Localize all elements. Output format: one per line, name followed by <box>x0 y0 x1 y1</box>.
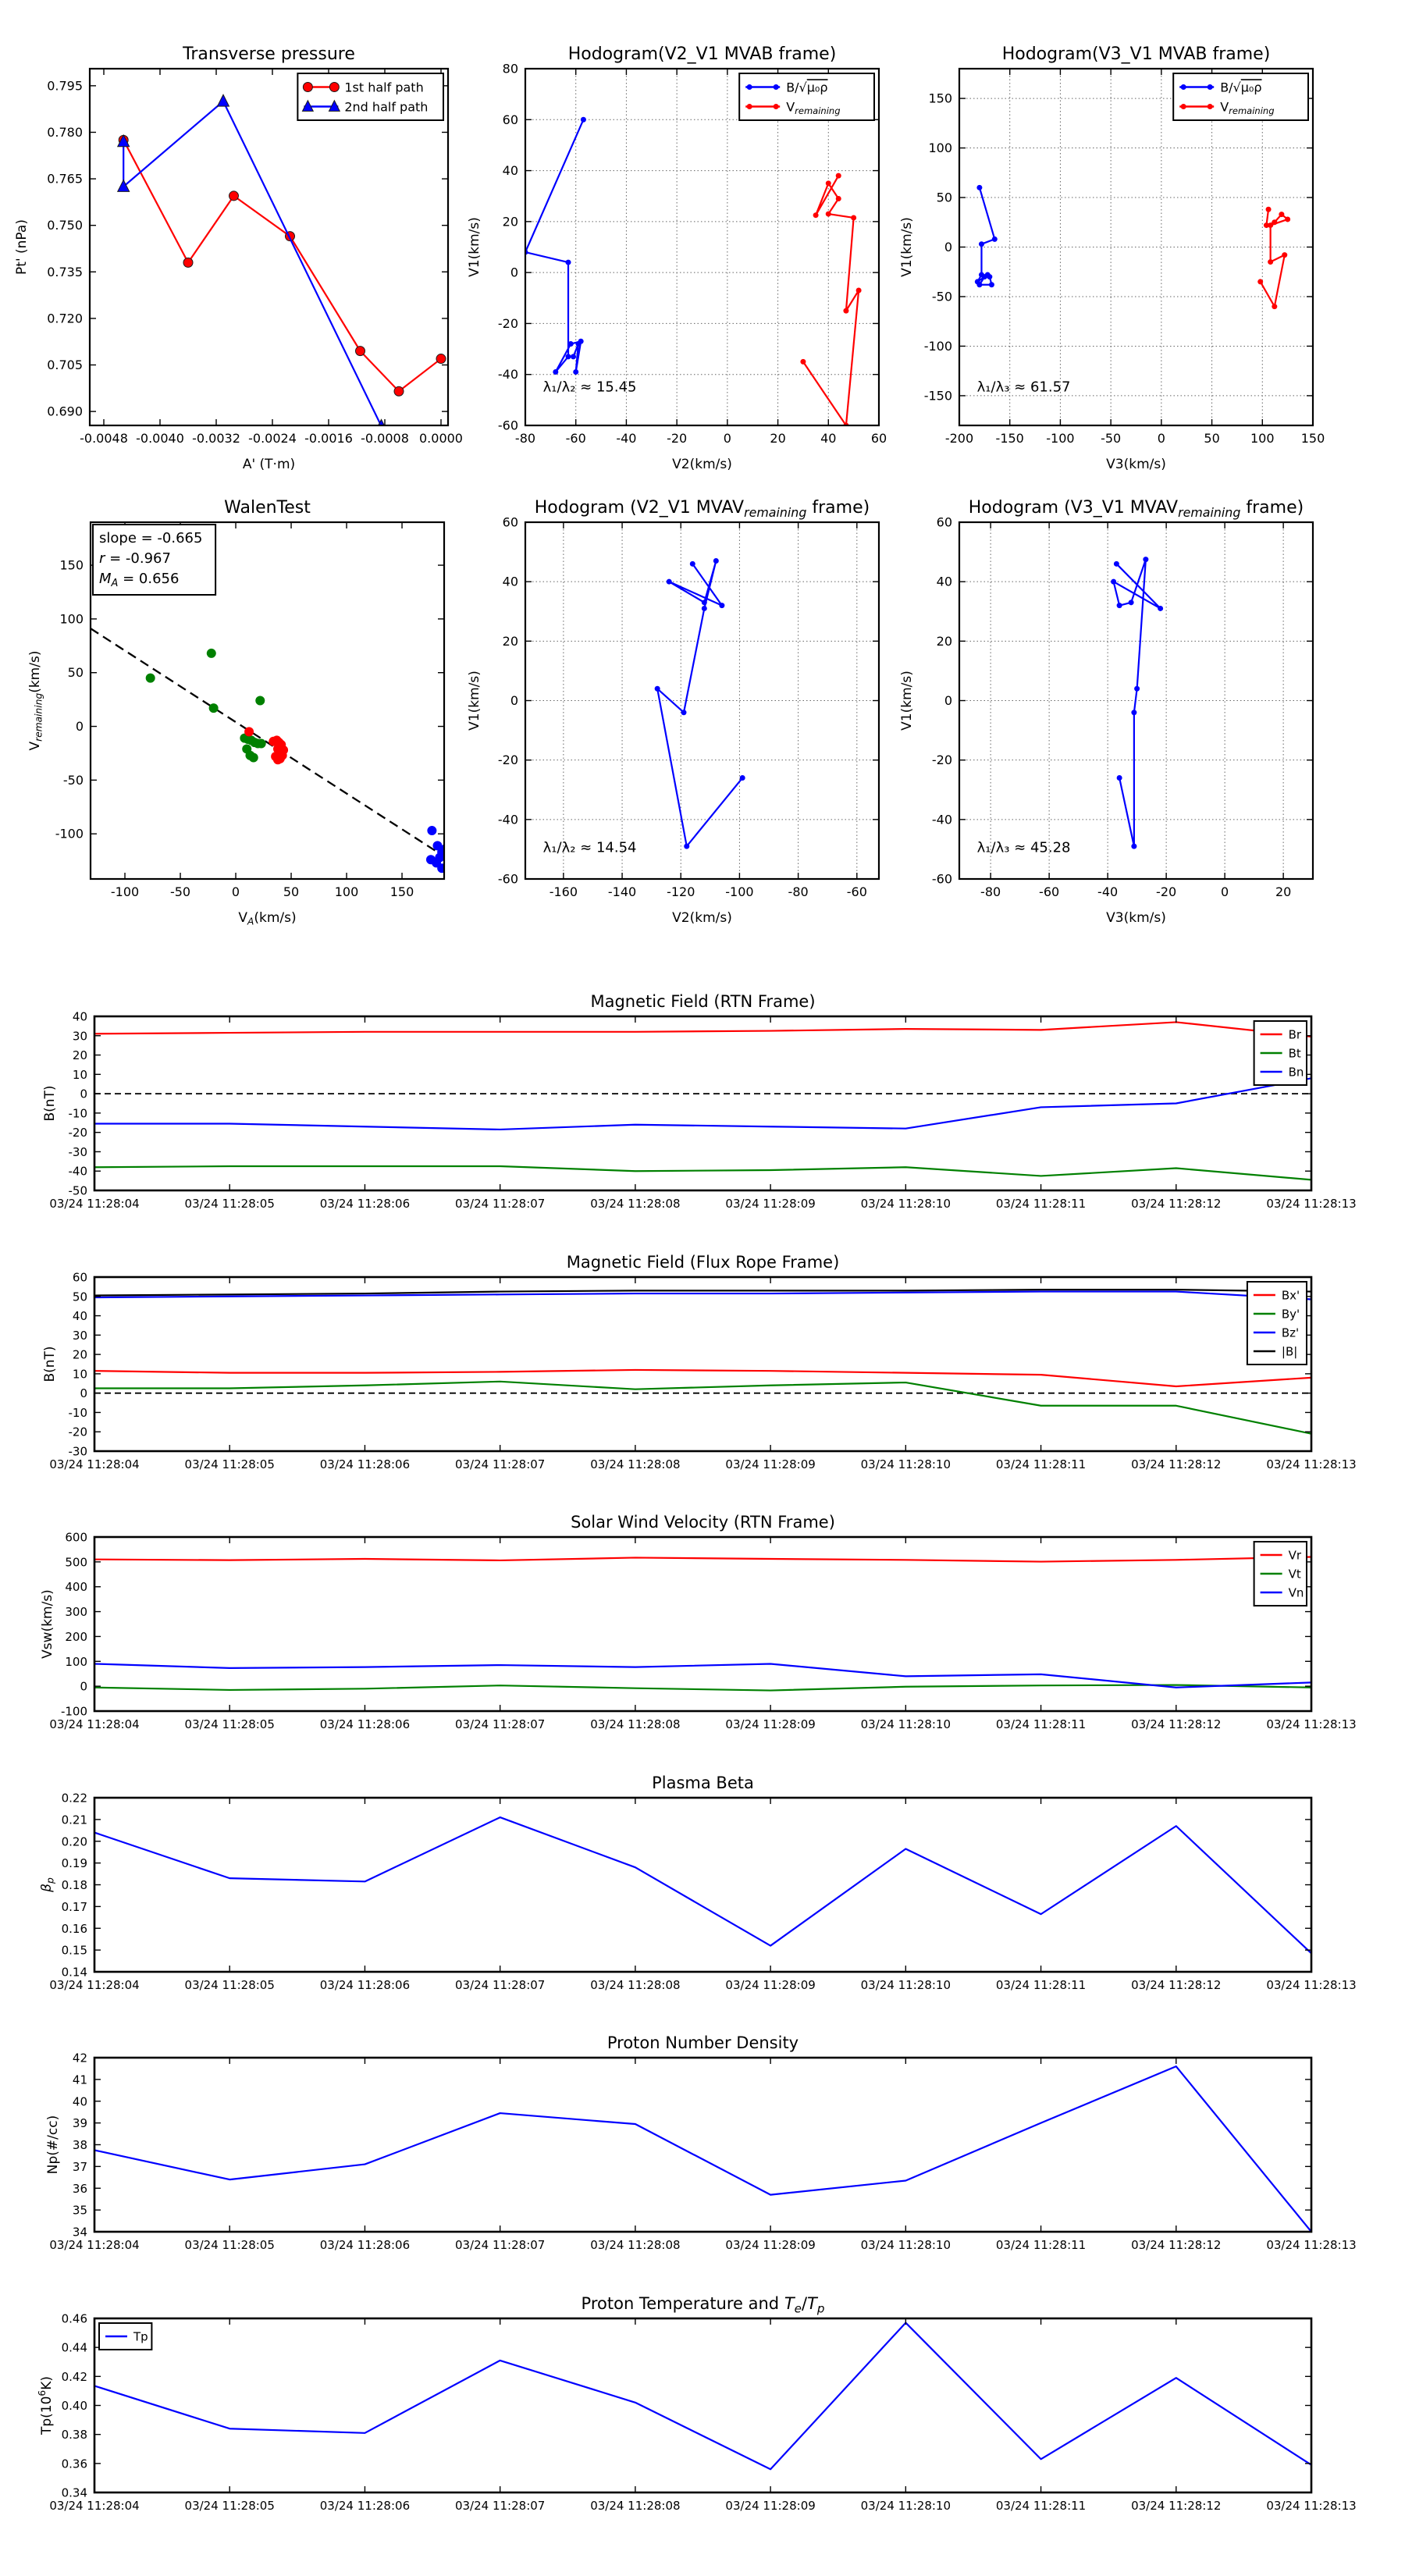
y-tick-label: 100 <box>59 611 84 627</box>
x-tick-label: 03/24 11:28:05 <box>184 2238 275 2252</box>
x-tick-label: 03/24 11:28:08 <box>590 1978 681 1992</box>
x-tick-label: 03/24 11:28:12 <box>1131 1717 1222 1731</box>
y-tick-label: 0.765 <box>47 171 83 187</box>
x-tick-label: 03/24 11:28:08 <box>590 1717 681 1731</box>
x-tick-label: 03/24 11:28:06 <box>319 1457 411 1471</box>
chart-plasma-beta <box>39 1774 1357 1992</box>
y-tick-label: 0 <box>510 265 518 280</box>
y-tick-label: 0.21 <box>61 1813 87 1827</box>
y-tick-label: -40 <box>497 812 518 827</box>
legend-label: Br <box>1288 1027 1302 1042</box>
y-tick-label: 20 <box>72 1347 87 1362</box>
y-tick-label: -50 <box>68 1183 87 1198</box>
y-tick-label: -40 <box>931 812 952 827</box>
x-tick-label: 03/24 11:28:05 <box>184 2499 275 2513</box>
y-tick-label: 0.44 <box>61 2340 87 2355</box>
x-tick-label: 03/24 11:28:10 <box>860 1197 951 1211</box>
legend <box>1173 73 1308 120</box>
y-axis-label: B(nT) <box>42 1346 58 1382</box>
chart-title: Magnetic Field (Flux Rope Frame) <box>566 1253 840 1272</box>
legend <box>1254 1542 1307 1606</box>
y-axis-label: $Tp(10^6K)$ <box>36 2375 55 2435</box>
y-tick-label: -10 <box>68 1405 87 1420</box>
x-tick-label: -160 <box>549 884 578 899</box>
y-tick-label: 41 <box>72 2073 87 2087</box>
x-tick-label: -80 <box>788 884 809 899</box>
annotation-lambda-ratio: λ₁/λ₃ ≈ 45.28 <box>976 839 1071 856</box>
legend <box>99 2323 151 2350</box>
legend-label: Bz' <box>1281 1325 1300 1340</box>
y-tick-label: 40 <box>936 574 952 589</box>
y-tick-label: -20 <box>68 1425 87 1439</box>
legend-label: |B| <box>1281 1344 1298 1359</box>
x-tick-label: 03/24 11:28:08 <box>590 1457 681 1471</box>
x-tick-label: 0.0000 <box>419 431 463 446</box>
y-axis-label: Vsw(km/s) <box>40 1589 55 1659</box>
x-tick-label: 03/24 11:28:06 <box>319 1717 411 1731</box>
x-tick-label: 03/24 11:28:10 <box>860 2499 951 2513</box>
y-tick-label: 500 <box>65 1555 87 1570</box>
x-tick-label: 20 <box>770 431 786 446</box>
x-tick-label: 03/24 11:28:06 <box>319 1197 411 1211</box>
y-tick-label: 80 <box>502 61 518 76</box>
legend <box>1254 1021 1307 1085</box>
x-tick-label: 03/24 11:28:11 <box>995 1978 1087 1992</box>
x-tick-label: 100 <box>334 884 359 899</box>
y-tick-label: 0.15 <box>61 1943 87 1958</box>
y-tick-label: 37 <box>72 2159 87 2174</box>
y-tick-label: -100 <box>923 338 952 354</box>
x-tick-label: 0 <box>231 884 240 899</box>
y-tick-label: 0 <box>944 240 952 254</box>
y-tick-label: -50 <box>931 289 952 304</box>
x-tick-label: 03/24 11:28:10 <box>860 1457 951 1471</box>
chart-title: Solar Wind Velocity (RTN Frame) <box>571 1513 835 1532</box>
stats-line: r = -0.967 <box>99 550 171 567</box>
y-tick-label: 0.14 <box>61 1965 87 1980</box>
x-tick-label: -60 <box>846 884 867 899</box>
x-tick-label: 03/24 11:28:06 <box>319 2499 411 2513</box>
y-tick-label: -50 <box>62 772 84 788</box>
y-axis-label: V1(km/s) <box>899 671 915 731</box>
x-tick-label: 03/24 11:28:05 <box>184 1457 275 1471</box>
y-axis-label: Pt' (nPa) <box>14 219 30 275</box>
x-tick-label: 03/24 11:28:10 <box>860 1717 951 1731</box>
y-tick-label: 100 <box>928 141 952 156</box>
x-tick-label: 03/24 11:28:08 <box>590 2238 681 2252</box>
x-tick-label: 03/24 11:28:07 <box>454 1457 546 1471</box>
x-tick-label: 03/24 11:28:10 <box>860 1978 951 1992</box>
y-axis-label: B(nT) <box>42 1085 58 1122</box>
x-tick-label: 03/24 11:28:08 <box>590 2499 681 2513</box>
x-tick-label: 03/24 11:28:10 <box>860 2238 951 2252</box>
x-tick-label: -0.0040 <box>136 431 184 446</box>
legend-label: Vn <box>1288 1585 1304 1600</box>
axes-background <box>90 69 448 425</box>
stats-line: slope = -0.665 <box>99 529 203 546</box>
y-tick-label: 20 <box>936 633 952 649</box>
y-tick-label: 0 <box>80 1087 87 1101</box>
y-tick-label: 400 <box>65 1580 87 1595</box>
x-tick-label: 03/24 11:28:13 <box>1266 1717 1357 1731</box>
y-tick-label: -20 <box>68 1126 87 1140</box>
x-tick-label: 100 <box>1250 431 1275 446</box>
x-tick-label: 0 <box>723 431 731 446</box>
axes-background <box>94 1798 1311 1972</box>
y-tick-label: 60 <box>502 112 518 127</box>
chart-hodogram-v3v1-mvab <box>899 44 1325 472</box>
x-tick-label: 03/24 11:28:09 <box>725 2499 816 2513</box>
x-tick-label: 03/24 11:28:07 <box>454 1978 546 1992</box>
x-tick-label: 03/24 11:28:12 <box>1131 1457 1222 1471</box>
y-tick-label: 0.18 <box>61 1878 87 1892</box>
x-tick-label: 0 <box>1221 884 1229 899</box>
y-tick-label: 39 <box>72 2116 87 2131</box>
y-tick-label: -10 <box>68 1106 87 1121</box>
y-tick-label: 40 <box>72 2094 87 2109</box>
x-tick-label: -200 <box>944 431 974 446</box>
x-tick-label: 03/24 11:28:09 <box>725 1717 816 1731</box>
x-tick-label: 40 <box>820 431 837 446</box>
y-tick-label: 60 <box>72 1270 87 1285</box>
x-tick-label: 03/24 11:28:09 <box>725 1457 816 1471</box>
x-axis-label: V3(km/s) <box>1106 910 1166 926</box>
chart-title: WalenTest <box>224 498 311 518</box>
chart-title: Hodogram(V2_V1 MVAB frame) <box>567 44 837 64</box>
chart-hodogram-v3v1-mvav <box>899 498 1313 926</box>
x-tick-label: -60 <box>1039 884 1060 899</box>
y-tick-label: 36 <box>72 2181 87 2196</box>
axes-background <box>94 2058 1311 2232</box>
legend <box>1247 1282 1307 1364</box>
x-tick-label: -100 <box>1046 431 1075 446</box>
x-tick-label: -150 <box>995 431 1024 446</box>
y-tick-label: 20 <box>502 633 518 649</box>
y-tick-label: 0.38 <box>61 2428 87 2443</box>
x-tick-label: -140 <box>607 884 637 899</box>
y-tick-label: 40 <box>72 1309 87 1324</box>
y-tick-label: 0.40 <box>61 2399 87 2413</box>
y-tick-label: 0 <box>80 1679 87 1694</box>
y-axis-label: $\beta_p$ <box>39 1877 56 1892</box>
y-tick-label: -20 <box>497 315 518 331</box>
x-axis-label: A' (T·m) <box>242 457 296 472</box>
chart-title: Hodogram(V3_V1 MVAB frame) <box>1001 44 1271 64</box>
x-tick-label: 03/24 11:28:04 <box>49 1717 140 1731</box>
x-tick-label: -0.0008 <box>361 431 409 446</box>
legend-label: B/√μ₀ρ <box>1220 80 1262 95</box>
x-tick-label: -80 <box>980 884 1001 899</box>
x-tick-label: -50 <box>169 884 191 899</box>
y-axis-label: V1(km/s) <box>899 217 915 277</box>
x-tick-label: 03/24 11:28:11 <box>995 1717 1087 1731</box>
x-tick-label: -40 <box>616 431 637 446</box>
y-tick-label: 40 <box>72 1009 87 1024</box>
y-axis-label: V1(km/s) <box>467 671 482 731</box>
axes-background <box>94 1016 1311 1190</box>
y-tick-label: 50 <box>72 1290 87 1304</box>
y-tick-label: 0.34 <box>61 2485 87 2500</box>
y-tick-label: -30 <box>68 1144 87 1159</box>
x-tick-label: -0.0032 <box>192 431 240 446</box>
x-tick-label: -20 <box>667 431 688 446</box>
y-tick-label: 40 <box>502 574 518 589</box>
y-tick-label: 35 <box>72 2203 87 2218</box>
x-tick-label: 03/24 11:28:13 <box>1266 2238 1357 2252</box>
y-tick-label: 150 <box>59 557 84 573</box>
x-tick-label: 03/24 11:28:12 <box>1131 2499 1222 2513</box>
chart-solar-wind-velocity <box>40 1513 1357 1731</box>
x-tick-label: 03/24 11:28:13 <box>1266 1457 1357 1471</box>
x-tick-label: 150 <box>389 884 414 899</box>
x-tick-label: -50 <box>1101 431 1122 446</box>
x-axis-label: V2(km/s) <box>672 457 732 472</box>
y-tick-label: 50 <box>67 665 84 681</box>
y-tick-label: 10 <box>72 1067 87 1082</box>
y-tick-label: -20 <box>931 753 952 768</box>
y-tick-label: 0.795 <box>47 78 83 94</box>
x-tick-label: 03/24 11:28:08 <box>590 1197 681 1211</box>
y-tick-label: -60 <box>931 871 952 887</box>
x-tick-label: -0.0048 <box>80 431 128 446</box>
y-axis-label: Np(#/cc) <box>45 2115 61 2175</box>
y-tick-label: 40 <box>502 163 518 179</box>
y-tick-label: 10 <box>72 1367 87 1382</box>
x-tick-label: -100 <box>725 884 754 899</box>
x-tick-label: 50 <box>283 884 300 899</box>
x-tick-label: 03/24 11:28:07 <box>454 1197 546 1211</box>
x-tick-label: 0 <box>1157 431 1165 446</box>
legend-label: Bt <box>1288 1046 1301 1061</box>
x-tick-label: 03/24 11:28:06 <box>319 1978 411 1992</box>
y-tick-label: -30 <box>68 1444 87 1459</box>
y-tick-label: -40 <box>68 1164 87 1179</box>
chart-mag-rtn <box>42 992 1357 1211</box>
annotation-lambda-ratio: λ₁/λ₂ ≈ 14.54 <box>542 839 637 856</box>
y-tick-label: 30 <box>72 1029 87 1044</box>
y-tick-label: 50 <box>936 190 952 205</box>
chart-title: Plasma Beta <box>652 1774 754 1792</box>
y-tick-label: 34 <box>72 2225 87 2240</box>
y-tick-label: -100 <box>55 826 84 841</box>
y-tick-label: 0.46 <box>61 2311 87 2326</box>
x-tick-label: 03/24 11:28:11 <box>995 1457 1087 1471</box>
x-tick-label: 03/24 11:28:07 <box>454 2238 546 2252</box>
x-tick-label: 03/24 11:28:09 <box>725 1978 816 1992</box>
y-tick-label: 0.690 <box>47 404 83 419</box>
y-tick-label: 0.705 <box>47 358 83 373</box>
y-tick-label: -20 <box>497 753 518 768</box>
y-tick-label: 30 <box>72 1328 87 1343</box>
y-tick-label: 20 <box>502 214 518 229</box>
y-tick-label: 0.19 <box>61 1856 87 1871</box>
x-tick-label: 03/24 11:28:13 <box>1266 2499 1357 2513</box>
y-tick-label: -60 <box>497 418 518 433</box>
y-tick-label: -150 <box>923 388 952 404</box>
legend-label: Vr <box>1288 1548 1302 1563</box>
stats-line: $M_A = 0.656$ <box>99 570 180 589</box>
y-tick-label: 0.22 <box>61 1791 87 1806</box>
x-tick-label: 03/24 11:28:04 <box>49 2499 140 2513</box>
x-tick-label: -60 <box>565 431 586 446</box>
chart-proton-number-density <box>45 2033 1357 2252</box>
x-tick-label: 03/24 11:28:11 <box>995 1197 1087 1211</box>
x-tick-label: -20 <box>1156 884 1177 899</box>
y-tick-label: 38 <box>72 2138 87 2152</box>
legend-label: $V_{remaining}$ <box>1220 99 1275 116</box>
legend <box>297 73 443 120</box>
legend-label: Bx' <box>1281 1288 1300 1303</box>
x-tick-label: 03/24 11:28:04 <box>49 2238 140 2252</box>
chart-hodogram-v2v1-mvav <box>467 498 879 926</box>
x-axis-label: V2(km/s) <box>672 910 732 926</box>
legend-label: B/√μ₀ρ <box>786 80 828 95</box>
x-tick-label: 60 <box>870 431 887 446</box>
x-tick-label: -80 <box>514 431 536 446</box>
chart-mag-flux-rope <box>42 1253 1357 1471</box>
x-tick-label: 03/24 11:28:12 <box>1131 2238 1222 2252</box>
y-tick-label: 100 <box>65 1654 87 1669</box>
x-tick-label: 03/24 11:28:12 <box>1131 1197 1222 1211</box>
axes-background <box>94 1277 1311 1451</box>
y-tick-label: 0.17 <box>61 1899 87 1914</box>
y-tick-label: 0.735 <box>47 264 83 279</box>
y-tick-label: 0.720 <box>47 311 83 326</box>
y-tick-label: 600 <box>65 1530 87 1545</box>
legend-label: Tp <box>133 2329 148 2344</box>
x-axis-label: $V_A(km/s)$ <box>238 910 297 927</box>
x-tick-label: 03/24 11:28:06 <box>319 2238 411 2252</box>
y-tick-label: 0 <box>944 693 952 708</box>
x-tick-label: 20 <box>1275 884 1292 899</box>
y-axis-label: V1(km/s) <box>467 217 482 277</box>
annotation-lambda-ratio: λ₁/λ₃ ≈ 61.57 <box>976 379 1071 396</box>
y-tick-label: 0.750 <box>47 218 83 233</box>
legend-label: Bn <box>1288 1065 1304 1080</box>
y-tick-label: 60 <box>936 514 952 530</box>
x-tick-label: 03/24 11:28:09 <box>725 2238 816 2252</box>
chart-proton-temperature <box>37 2294 1357 2513</box>
y-tick-label: 0.16 <box>61 1921 87 1936</box>
y-tick-label: 0 <box>80 1386 87 1401</box>
x-tick-label: 150 <box>1300 431 1325 446</box>
x-tick-label: -120 <box>667 884 695 899</box>
y-tick-label: -40 <box>497 367 518 382</box>
x-tick-label: -40 <box>1097 884 1119 899</box>
chart-title: Transverse pressure <box>183 44 355 64</box>
y-tick-label: -100 <box>60 1704 87 1719</box>
y-tick-label: 300 <box>65 1605 87 1620</box>
x-tick-label: -0.0016 <box>304 431 353 446</box>
y-tick-label: 0 <box>75 719 84 735</box>
y-axis-label: $V_{remaining}(km/s)$ <box>27 650 44 751</box>
x-axis-label: V3(km/s) <box>1106 457 1166 472</box>
x-tick-label: 03/24 11:28:05 <box>184 1197 275 1211</box>
x-tick-label: 03/24 11:28:13 <box>1266 1978 1357 1992</box>
x-tick-label: 03/24 11:28:05 <box>184 1978 275 1992</box>
y-tick-label: 0 <box>510 693 518 708</box>
chart-walen-test <box>27 498 451 927</box>
x-tick-label: 03/24 11:28:12 <box>1131 1978 1222 1992</box>
legend-label: $V_{remaining}$ <box>786 99 841 116</box>
x-tick-label: 03/24 11:28:07 <box>454 2499 546 2513</box>
chart-title: Hodogram (V2_V1 $MVAV_{remaining}$ frame) <box>534 498 870 520</box>
x-tick-label: -0.0024 <box>248 431 297 446</box>
y-tick-label: -60 <box>497 871 518 887</box>
x-tick-label: 03/24 11:28:07 <box>454 1717 546 1731</box>
chart-title: Proton Number Density <box>606 2033 799 2052</box>
y-tick-label: 0.36 <box>61 2457 87 2471</box>
chart-title: Hodogram (V3_V1 $MVAV_{remaining}$ frame) <box>968 498 1304 520</box>
chart-hodogram-v2v1-mvab <box>467 44 887 472</box>
x-tick-label: 03/24 11:28:05 <box>184 1717 275 1731</box>
y-tick-label: 0.42 <box>61 2369 87 2384</box>
y-tick-label: 42 <box>72 2051 87 2065</box>
x-tick-label: 03/24 11:28:04 <box>49 1197 140 1211</box>
y-tick-label: 0.20 <box>61 1834 87 1849</box>
x-tick-label: -100 <box>110 884 140 899</box>
x-tick-label: 03/24 11:28:04 <box>49 1457 140 1471</box>
x-tick-label: 03/24 11:28:11 <box>995 2238 1087 2252</box>
legend-label: By' <box>1281 1307 1300 1322</box>
chart-title: Proton Temperature and $T_e/T_p$ <box>581 2294 825 2316</box>
y-tick-label: 0.780 <box>47 124 83 140</box>
legend-label: Vt <box>1288 1567 1301 1582</box>
y-tick-label: 60 <box>502 514 518 530</box>
y-tick-label: 200 <box>65 1629 87 1644</box>
x-tick-label: 50 <box>1204 431 1220 446</box>
legend-label: 2nd half path <box>344 99 429 115</box>
legend-label: 1st half path <box>344 80 424 95</box>
y-tick-label: 20 <box>72 1048 87 1063</box>
x-tick-label: 03/24 11:28:04 <box>49 1978 140 1992</box>
x-tick-label: 03/24 11:28:11 <box>995 2499 1087 2513</box>
x-tick-label: 03/24 11:28:13 <box>1266 1197 1357 1211</box>
x-tick-label: 03/24 11:28:09 <box>725 1197 816 1211</box>
chart-title: Magnetic Field (RTN Frame) <box>590 992 816 1011</box>
legend <box>739 73 874 120</box>
y-tick-label: 150 <box>928 91 952 106</box>
annotation-lambda-ratio: λ₁/λ₂ ≈ 15.45 <box>542 379 637 396</box>
stats-box <box>93 525 215 595</box>
